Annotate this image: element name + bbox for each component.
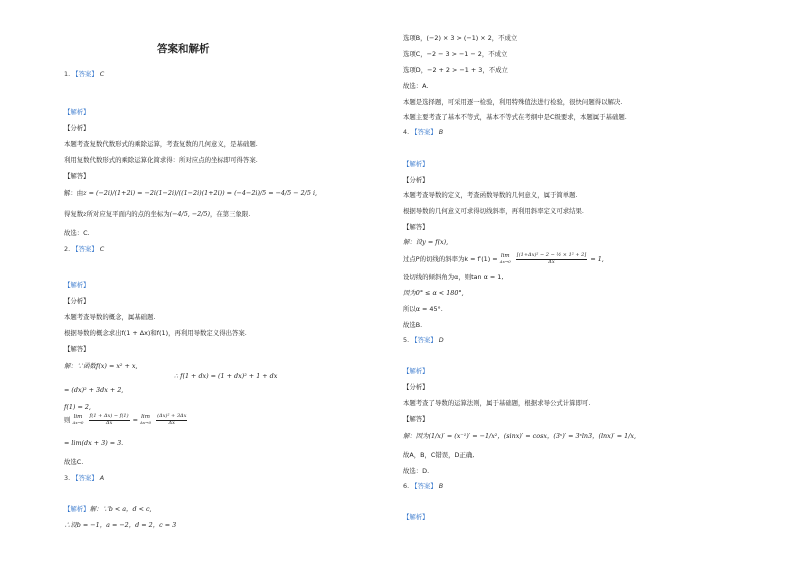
jiexi-tag-4: 【解析】 bbox=[403, 160, 429, 168]
jiexi-tag-2: 【解析】 bbox=[64, 281, 90, 289]
solution-line: 解：设y = f(x), bbox=[403, 238, 449, 246]
jieda-tag-2: 【解答】 bbox=[64, 345, 90, 353]
analysis-text: 利用复数代数形式的乘除运算化简求得：所对应点的坐标即可得答案. bbox=[64, 156, 258, 164]
answer-tag: 【答案】 bbox=[72, 474, 98, 482]
analysis-text: 本题考查了导数的运算法则，属于基础题，根据求导公式计算即可. bbox=[403, 399, 591, 407]
solution-line: = lim(dx + 3) = 3. bbox=[64, 439, 124, 447]
analysis-text: 本题考查导数的概念，属基础题. bbox=[64, 313, 156, 321]
analysis-text: 本题考查导数的定义，考查函数导数的几何意义，属于简单题. bbox=[403, 191, 578, 199]
solution-line: = (dx)² + 3dx + 2, bbox=[64, 386, 124, 394]
solution-line: 解：由z = (−2i)/(1+2i) = −2i(1−2i)/((1−2i)(1+2i)) = (−4−2i)/5 = −4/5 − 2/5 i, bbox=[64, 189, 318, 197]
jieda-tag-1: 【解答】 bbox=[64, 172, 90, 180]
answer-tag: 【答案】 bbox=[411, 336, 437, 344]
solution-line: 故选B. bbox=[403, 321, 423, 329]
solution-line: f(1) = 2, bbox=[64, 403, 91, 411]
solution-line: 故选：C. bbox=[64, 229, 90, 237]
option-line: 选项C，−2 − 3 > −1 − 2，不成立 bbox=[403, 50, 508, 58]
jieda-tag-5: 【解答】 bbox=[403, 415, 429, 423]
solution-line: 设切线的倾斜角为α，则tan α = 1, bbox=[403, 273, 504, 281]
page-title: 答案和解析 bbox=[157, 43, 210, 55]
note-line: 本题主要考查了基本不等式，基本不等式在考纲中是C级要求，本题属于基础题. bbox=[403, 113, 627, 121]
jiexi-tag-5: 【解析】 bbox=[403, 367, 429, 375]
limit-expression: 则 lim Δx→0 $\frac{f(1 + \Delta x) - f(1)}{\Delta x}$ = lim Δx→0 $\frac{\text{(Δx)² + 3Δx}}{\Delta x}$ bbox=[64, 413, 187, 426]
answer-line-1: 1. 【答案】 C bbox=[64, 70, 105, 78]
solution-line: 故A，B，C错误，D正确, bbox=[403, 451, 475, 459]
note-line: 本题是选择题，可采用逐一检验，利用特殊值法进行检验，很快问题得以解决. bbox=[403, 98, 623, 106]
analysis-text: 根据导数的几何意义可求得切线斜率，再利用斜率定义可求结果. bbox=[403, 207, 584, 215]
analysis-text: 本题考查复数代数形式的乘除运算，考查复数的几何意义，是基础题. bbox=[64, 140, 258, 148]
solution-line: 解：因为(1/x)′ = (x⁻¹)′ = −1/x²，(sinx)′ = cosx，(3ˣ)′ = 3ˣln3，(lnx)′ = 1/x, bbox=[403, 432, 636, 440]
solution-line: 【解析】解：∵b < a，d < c, bbox=[64, 505, 152, 513]
answer-tag: 【答案】 bbox=[72, 245, 98, 253]
option-line: 选项B，(−2) × 3 > (−1) × 2，不成立 bbox=[403, 34, 518, 42]
answer-line-3: 3. 【答案】 A bbox=[64, 474, 105, 482]
fenxi-tag-5: 【分析】 bbox=[403, 383, 429, 391]
solution-line: 因为0° ≤ α < 180°, bbox=[403, 289, 464, 297]
fenxi-tag-4: 【分析】 bbox=[403, 176, 429, 184]
limit-expression: 过点P的切线的斜率为k = f′(1) = lim Δx→0 $\frac{\text{[(1+Δx)² − 2 − ½ × 1² + 2]}}{\Delta x}$ = 1, bbox=[403, 252, 604, 265]
solution-line: 所以α = 45°. bbox=[403, 305, 443, 313]
answer-line-5: 5. 【答案】 D bbox=[403, 336, 444, 344]
answer-line-6: 6. 【答案】 B bbox=[403, 482, 444, 490]
solution-line: 故选：D. bbox=[403, 467, 430, 475]
jiexi-tag-1: 【解析】 bbox=[64, 108, 90, 116]
option-line: 选项D，−2 + 2 > −1 + 3，不成立 bbox=[403, 66, 508, 74]
analysis-text: 根据导数的概念求出f(1 + Δx)和f(1)，再利用导数定义得出答案. bbox=[64, 329, 247, 337]
answer-line-4: 4. 【答案】 B bbox=[403, 128, 444, 136]
solution-line: 故选C. bbox=[64, 458, 84, 466]
solution-line: ∴设b = −1，a = −2，d = 2，c = 3 bbox=[64, 521, 177, 529]
answer-tag: 【答案】 bbox=[411, 128, 437, 136]
fenxi-tag-2: 【分析】 bbox=[64, 297, 90, 305]
solution-line: 解：∵函数f(x) = x² + x, bbox=[64, 362, 138, 370]
answer-tag: 【答案】 bbox=[72, 70, 98, 78]
fenxi-tag-1: 【分析】 bbox=[64, 124, 90, 132]
jiexi-tag-6: 【解析】 bbox=[403, 513, 429, 521]
answer-tag: 【答案】 bbox=[411, 482, 437, 490]
option-line: 故选：A. bbox=[403, 82, 429, 90]
jieda-tag-4: 【解答】 bbox=[403, 223, 429, 231]
answer-line-2: 2. 【答案】 C bbox=[64, 245, 105, 253]
solution-line: ∴ f(1 + dx) = (1 + dx)² + 1 + dx bbox=[174, 372, 278, 380]
solution-line: 得复数z所对应复平面内的点的坐标为(−4/5, −2/5)，在第三象限. bbox=[64, 210, 251, 218]
